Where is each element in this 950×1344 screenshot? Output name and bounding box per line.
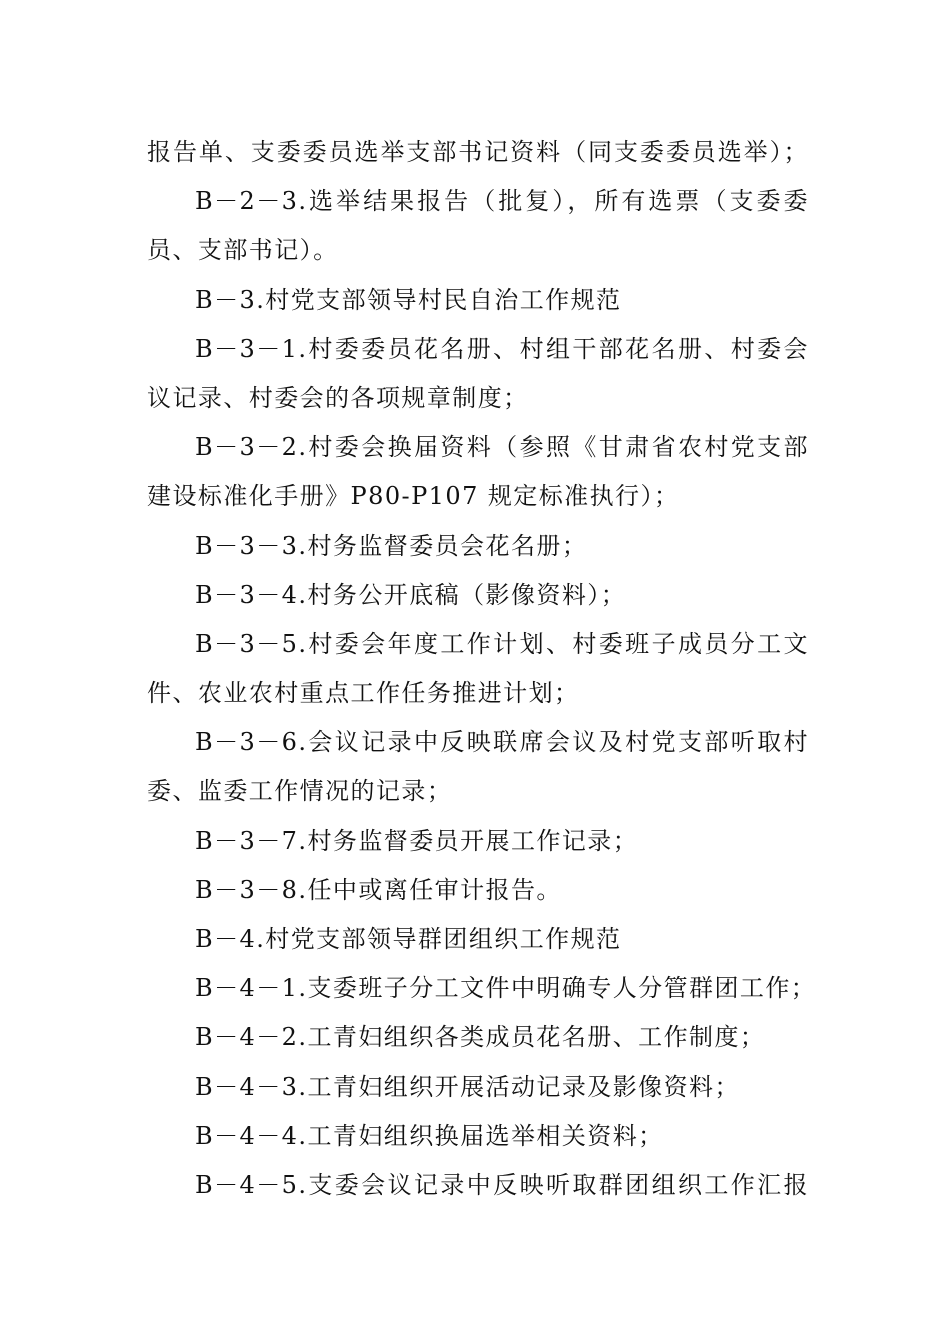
text-line-12: 件、农业农村重点工作任务推进计划； [147, 679, 580, 708]
text-line-5: B－3－1.村委委员花名册、村组干部花名册、村委会 [195, 334, 809, 363]
text-line-21: B－4－4.工青妇组织换届选举相关资料； [195, 1121, 664, 1150]
document-body [147, 128, 817, 1210]
text-line-7: B－3－2.村委会换届资料（参照《甘肃省农村党支部 [195, 433, 809, 462]
text-line-10: B－3－4.村务公开底稿（影像资料）； [195, 580, 627, 609]
section-heading-b4: B－4.村党支部领导群团组织工作规范 [195, 925, 622, 953]
text-line-6: 议记录、村委会的各项规章制度； [147, 383, 529, 412]
text-line-11: B－3－5.村委会年度工作计划、村委班子成员分工文 [195, 629, 809, 658]
text-line-15: B－3－7.村务监督委员开展工作记录； [195, 826, 639, 855]
text-line-1: 报告单、支委委员选举支部书记资料（同支委委员选举）； [147, 138, 809, 166]
text-line-16: B－3－8.任中或离任审计报告。 [195, 875, 562, 904]
text-line-9: B－3－3.村务监督委员会花名册； [195, 531, 588, 560]
text-line-8: 建设标准化手册》P80-P107 规定标准执行）； [147, 482, 680, 511]
text-line-14: 委、监委工作情况的记录； [147, 777, 453, 806]
text-line-19: B－4－2.工青妇组织各类成员花名册、工作制度； [195, 1023, 766, 1052]
text-line-2: B－2－3.选举结果报告（批复），所有选票（支委委 [195, 187, 809, 216]
text-line-22: B－4－5.支委会议记录中反映听取群团组织工作汇报 [195, 1170, 809, 1199]
text-line-18: B－4－1.支委班子分工文件中明确专人分管群团工作； [195, 974, 817, 1003]
text-line-20: B－4－3.工青妇组织开展活动记录及影像资料； [195, 1072, 740, 1101]
section-heading-b3: B－3.村党支部领导村民自治工作规范 [195, 285, 622, 314]
text-line-13: B－3－6.会议记录中反映联席会议及村党支部听取村 [195, 728, 809, 757]
text-line-3: 员、支部书记）。 [147, 236, 339, 265]
